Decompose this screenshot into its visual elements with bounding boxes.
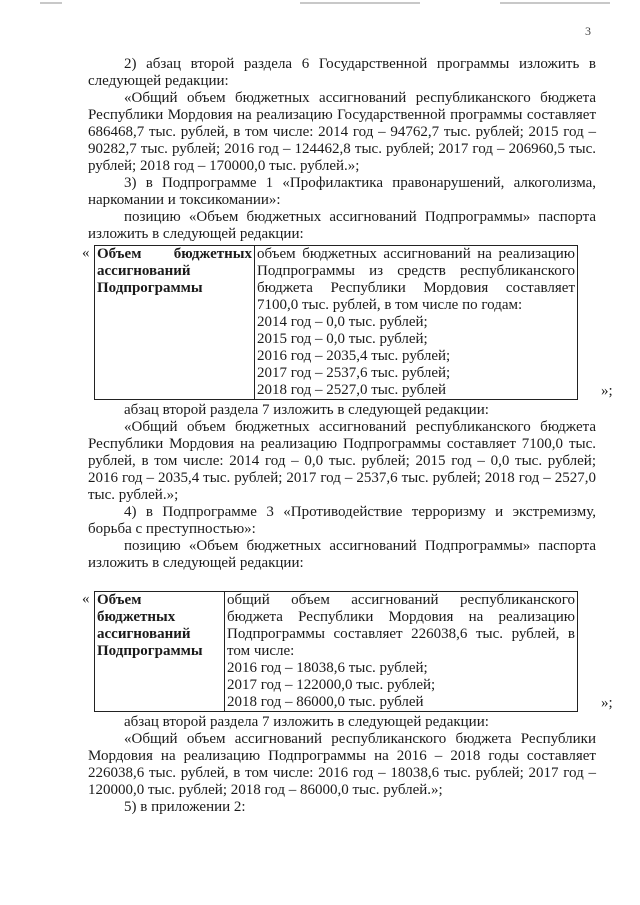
item-4-position-line: позицию «Объем бюджетных ассигнований Подпрограммы» паспорта изложить в следующей редакции: xyxy=(88,538,596,571)
year-line: 2016 год – 18038,6 тыс. рублей; xyxy=(227,660,428,676)
desc-line: бюджета Республики Мордовия на реализацию xyxy=(227,609,575,625)
year-line: 2017 год – 122000,0 тыс. рублей; xyxy=(227,677,436,693)
item-3-abzac: абзац второй раздела 7 изложить в следующей редакции: xyxy=(124,402,489,418)
item-3-passport-table xyxy=(82,245,613,400)
document-body xyxy=(82,56,613,816)
label-line: ассигнований xyxy=(97,263,191,279)
label-line: Объем xyxy=(97,592,142,608)
page-number: 3 xyxy=(585,24,591,38)
label-line: бюджетных xyxy=(97,609,176,625)
desc-line: бюджета Республики Мордовия составляет xyxy=(257,280,575,296)
item-3-position-line: позицию «Объем бюджетных ассигнований Подпрограммы» паспорта изложить в следующей редакции: xyxy=(88,209,596,242)
desc-line: том числе: xyxy=(227,643,295,659)
desc-line: 7100,0 тыс. рублей, в том числе по годам: xyxy=(257,297,523,313)
item-4-heading: 4) в Подпрограмме 3 «Противодействие терроризму и экстремизму, борьба с преступностью»: xyxy=(88,504,596,537)
year-line: 2017 год – 2537,6 тыс. рублей; xyxy=(257,365,451,381)
desc-line: объем бюджетных ассигнований на реализацию xyxy=(257,246,575,262)
label-line: Объем бюджетных xyxy=(97,246,252,262)
scan-artifact xyxy=(300,2,420,4)
table-label-cell xyxy=(95,246,255,400)
year-line: 2016 год – 2035,4 тыс. рублей; xyxy=(257,348,451,364)
open-quote: « xyxy=(82,591,90,607)
close-quote: »; xyxy=(601,695,613,711)
table-value-cell xyxy=(255,246,578,400)
item-3-heading: 3) в Подпрограмме 1 «Профилактика правонарушений, алкоголизма, наркомании и токсикомании»: xyxy=(88,175,596,208)
open-quote: « xyxy=(82,245,90,261)
label-line: ассигнований xyxy=(97,626,191,642)
item-3-quote: «Общий объем бюджетных ассигнований республиканского бюджета Республики Мордовия на реализацию Подпрограммы составляет 7100,0 тыс. рублей, в том числе: 2014 год – 0,0 тыс. рублей; 2015 год – 0,0 тыс. рублей; 2016 год – 2035,4 тыс. рублей; 2017 год – 2537,6 тыс. рублей; 2018 год – 2527,0 тыс. рублей.»; xyxy=(88,419,596,503)
desc-line: Подпрограммы составляет 226038,6 тыс. рублей, в xyxy=(227,626,575,642)
desc-line: Подпрограммы из средств республиканского xyxy=(257,263,575,279)
label-line: Подпрограммы xyxy=(97,643,203,659)
item-4-abzac: абзац второй раздела 7 изложить в следующей редакции: xyxy=(124,714,489,730)
item-5-heading: 5) в приложении 2: xyxy=(124,799,246,815)
desc-line: общий объем ассигнований республиканского xyxy=(227,592,575,608)
item-4-quote: «Общий объем ассигнований республиканского бюджета Республики Мордовия на реализацию Подпрограммы на 2016 – 2018 годы составляет 226038,6 тыс. рублей, в том числе: 2016 год – 18038,6 тыс. рублей; 2017 год – 120000,0 тыс. рублей; 2018 год – 86000,0 тыс. рублей.»; xyxy=(88,731,596,798)
item-2-heading: 2) абзац второй раздела 6 Государственной программы изложить в следующей редакции: xyxy=(88,56,596,89)
label-line: Подпрограммы xyxy=(97,280,203,296)
close-quote: »; xyxy=(601,383,613,399)
item-4-passport-table xyxy=(82,591,613,712)
year-line: 2018 год – 86000,0 тыс. рублей xyxy=(227,694,424,710)
year-line: 2018 год – 2527,0 тыс. рублей xyxy=(257,382,447,398)
item-2-quote: «Общий объем бюджетных ассигнований республиканского бюджета Республики Мордовия на реализацию Государственной программы составляет 686468,7 тыс. рублей, в том числе: 2014 год – 94762,7 тыс. рублей; 2015 год – 90282,7 тыс. рублей; 2016 год – 124462,8 тыс. рублей; 2017 год – 206960,5 тыс. рублей; 2018 год – 170000,0 тыс. рублей.»; xyxy=(88,90,596,174)
year-line: 2014 год – 0,0 тыс. рублей; xyxy=(257,314,428,330)
table-value-cell xyxy=(225,592,578,712)
year-line: 2015 год – 0,0 тыс. рублей; xyxy=(257,331,428,347)
scan-artifact xyxy=(40,2,62,4)
table-label-cell xyxy=(95,592,225,712)
scan-artifact xyxy=(500,2,610,4)
